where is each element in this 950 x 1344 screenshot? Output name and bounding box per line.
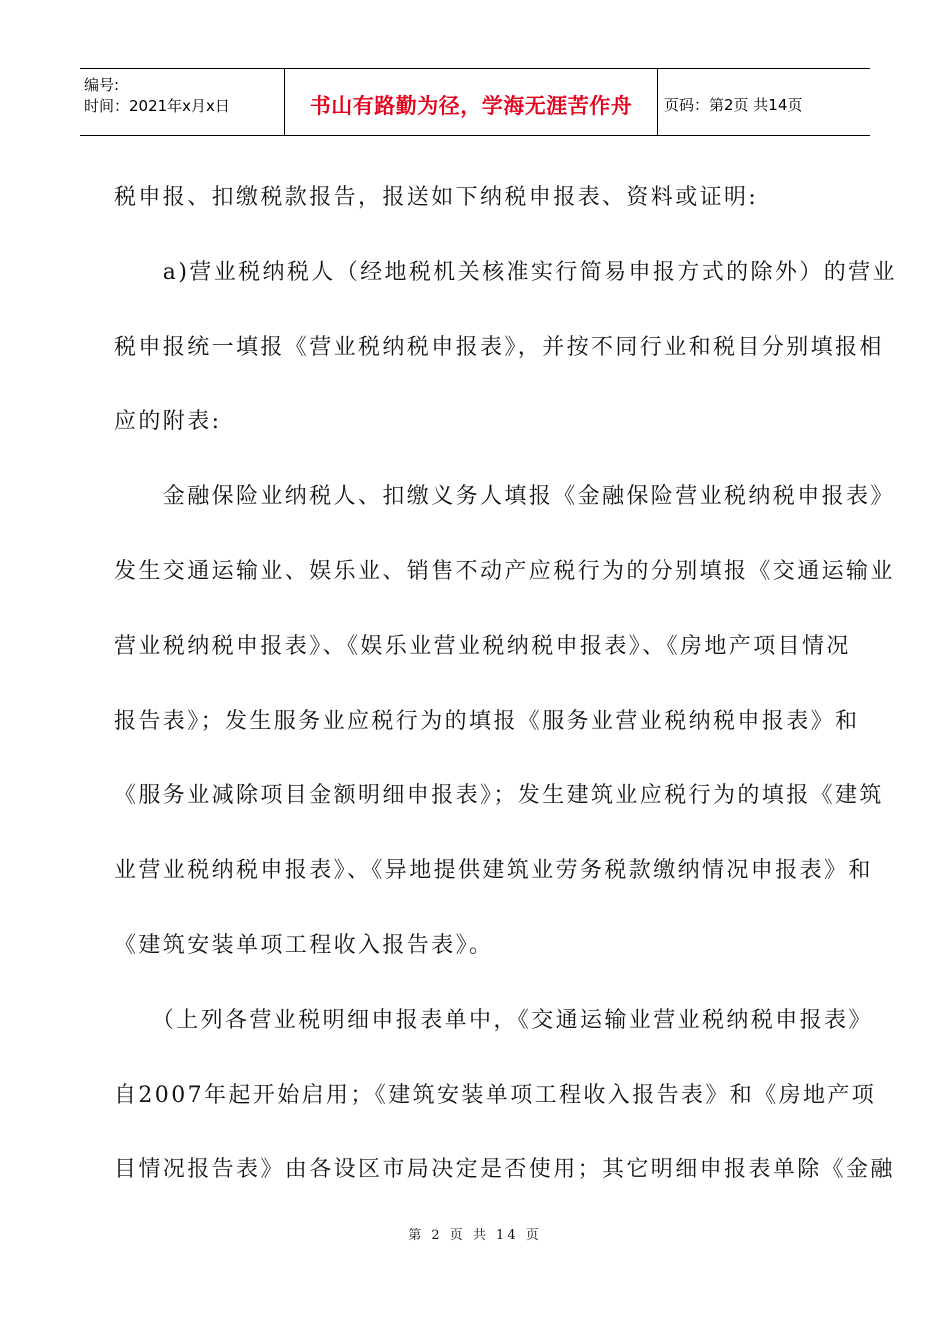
body-line: 业营业税纳税申报表》、《异地提供建筑业劳务税款缴纳情况申报表》和: [114, 858, 873, 884]
document-body: [114, 168, 897, 1215]
body-line: （上列各营业税明细申报表单中，《交通运输业营业税纳税申报表》: [114, 1007, 873, 1033]
header-meta: [80, 69, 284, 135]
body-line: 金融保险业纳税人、扣缴义务人填报《金融保险营业税纳税申报表》: [114, 484, 895, 510]
body-line: 应的附表:: [114, 409, 222, 435]
page-footer: 第 2 页 共 14 页: [408, 1228, 542, 1243]
body-line: 《建筑安装单项工程收入报告表》。: [114, 932, 494, 958]
body-line: 自2007年起开始启用；《建筑安装单项工程收入报告表》和《房地产项: [114, 1082, 877, 1108]
body-line: a)营业税纳税人（经地税机关核准实行简易申报方式的除外）的营业: [114, 259, 897, 285]
body-line: 目情况报告表》由各设区市局决定是否使用；其它明细申报表单除《金融: [114, 1157, 895, 1183]
body-line: 报告表》；发生服务业应税行为的填报《服务业营业税纳税申报表》和: [114, 708, 860, 734]
header-motto: 书山有路勤为径，学海无涯苦作舟: [284, 69, 658, 135]
body-line: 税申报、扣缴税款报告，报送如下纳税申报表、资料或证明:: [114, 185, 759, 210]
body-line: 发生交通运输业、娱乐业、销售不动产应税行为的分别填报《交通运输业: [114, 558, 895, 584]
page-header: [80, 68, 870, 136]
header-page-number: 页码：第2页 共14页: [664, 95, 803, 114]
body-line: 营业税纳税申报表》、《娱乐业营业税纳税申报表》、《房地产项目情况: [114, 633, 851, 659]
body-line: 税申报统一填报《营业税纳税申报表》，并按不同行业和税目分别填报相: [114, 334, 884, 360]
document-number-label: 编号:: [84, 76, 120, 94]
body-line: 《服务业减除项目金额明细申报表》；发生建筑业应税行为的填报《建筑: [114, 783, 884, 809]
document-time-label: 时间：2021年x月x日: [84, 97, 230, 115]
